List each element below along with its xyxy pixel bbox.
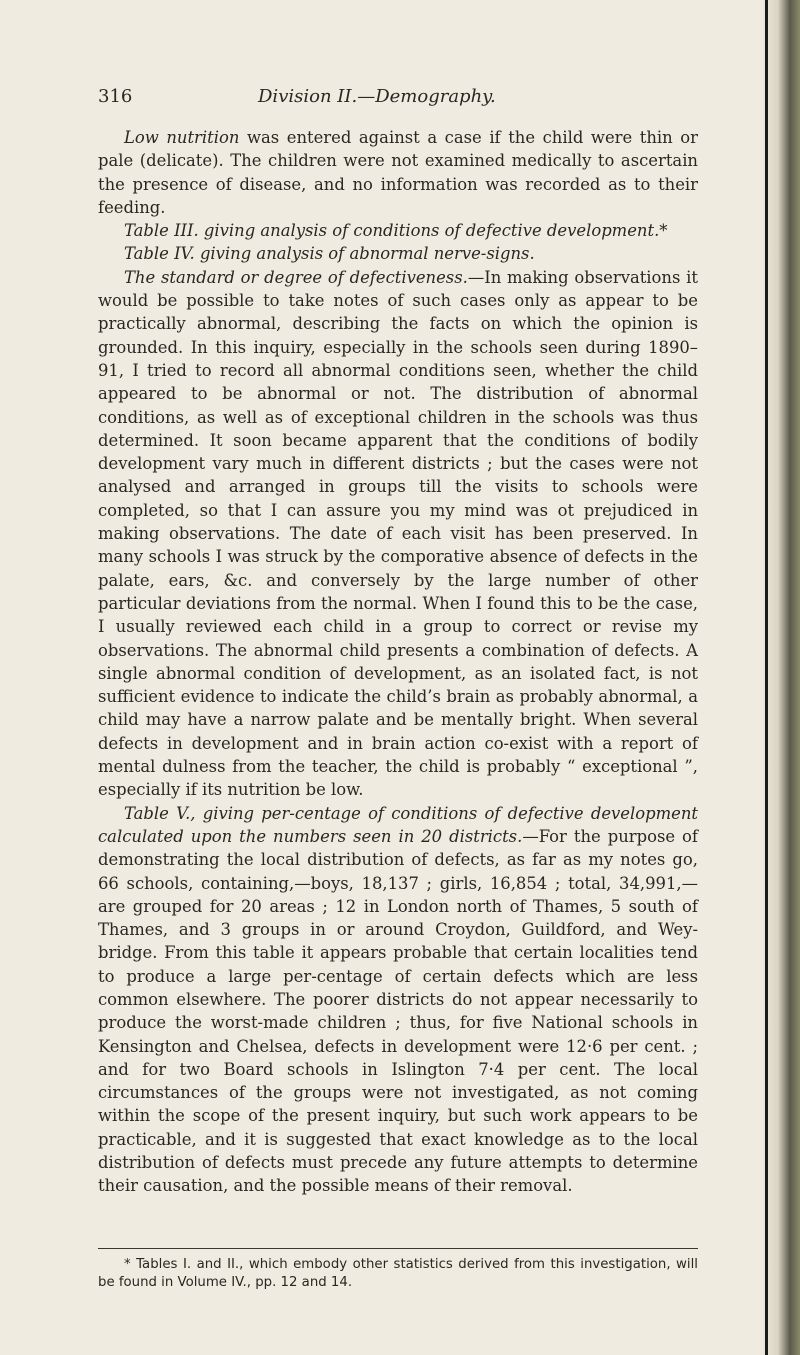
section-heading-standard: The standard or degree of defectiveness. xyxy=(124,267,468,287)
paragraph-table-v xyxy=(98,802,698,1198)
page-header xyxy=(98,86,698,116)
binding-line xyxy=(765,0,768,1355)
paragraph-text: —In making observations it would be possible to take notes of such cases only as appear to be practically abnormal, describing the facts on which the opinion is grounded. In this inquiry, especially in the schools seen during 1890–91, I tried to record all abnormal conditions seen, whether the child appeared to be abnormal or not. The distribution of abnormal conditions, as well as of exceptional children in the schools was thus determined. It soon became apparent that the conditions of bodily development vary much in different districts ; but the cases were not analysed and arranged in groups till the visits to schools were completed, so that I can assure you my mind was ot prejudiced in making observations. The date of each visit has been preserved. In many schools I was struck by the comporative absence of defects in the palate, ears, &c. and conversely by the large number of other particular deviations from the normal. When I found this to be the case, I usually reviewed each child in a group to correct or revise my observations. The abnormal child presents a combination of defects. A single abnormal condition of development, as an isolated fact, is not sufficient evidence to indicate the child’s brain as probably abnormal, a child may have a narrow palate and be mentally bright. When several defects in development and in brain action co-exist with a report of mental dulness from the teacher, the child is probably “ exceptional ”, especially if its nutrition be low. xyxy=(98,267,699,800)
term-low-nutrition: Low nutrition xyxy=(124,128,240,147)
footnote: * Tables I. and II., which embody other statistics derived from this investigation, will be found in Volume IV., pp. 12 and 14. xyxy=(98,1257,698,1290)
table-iii-reference: Table III. giving analysis of conditions of defective development.* xyxy=(124,221,668,241)
paragraph-text: —For the purpose of demonstrating the local distribution of defects, as far as my notes go, 66 schools, containing,—boys, 18,137 ; girls, 16,854 ; total, 34,991,— are grouped for 20 areas ; 12 in London north of Thames, 5 south of Thames, and 3 groups in or around Croydon, Guildford, and Wey-bridge. From this table it appears probable that certain localities tend to produce a large per-centage of certain defects which are less common elsewhere. The poorer districts do not appear necessarily to produce the worst-made children ; thus, for five National schools in Kensington and Chelsea, defects in development were 12·6 per cent. ; and for two Board schools in Islington 7·4 per cent. The local circumstances of the groups were not investigated, as not coming within the scope of the present inquiry, but such work appears to be practicable, and it is suggested that exact knowledge as to the local distribution of defects must precede any future attempts to determine their causation, and the possible means of their removal. xyxy=(98,826,698,1196)
paragraph-low-nutrition xyxy=(98,126,698,219)
section-heading-table-v: Table V., giving per-centage of conditions of defective development calculated upon the numbers seen in 20 districts. xyxy=(98,803,698,846)
page-number: 316 xyxy=(98,86,133,107)
footnote-divider xyxy=(98,1248,698,1249)
body-text xyxy=(98,126,698,1198)
paragraph-text: was entered against a case if the child were thin or pale (delicate). The children were not examined medically to ascertain the presence of disease, and no information was recorded as to their feeding. xyxy=(98,128,698,217)
table-iv-reference: Table IV. giving analysis of abnormal nerve-signs. xyxy=(124,244,535,264)
running-head: Division II.—Demography. xyxy=(258,86,496,107)
paragraph-standard-of-defectiveness xyxy=(98,266,698,802)
